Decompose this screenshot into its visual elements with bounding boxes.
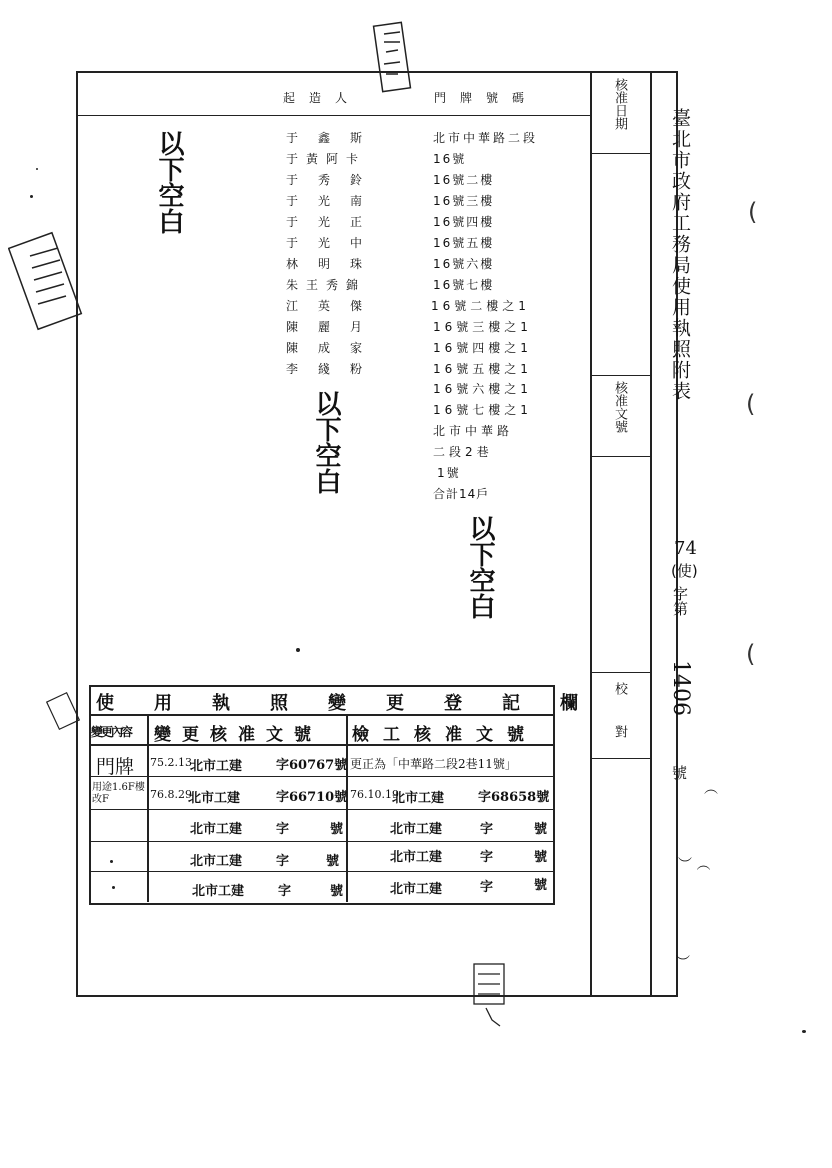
register-row-inspection-org: 北市工建 <box>390 850 443 865</box>
frame-left <box>76 71 78 997</box>
bracket-mark-1: ︵ <box>704 781 718 797</box>
builder-name: 于秀鈴 <box>286 173 383 187</box>
verify-label: 校對 <box>612 682 627 768</box>
speck <box>296 648 300 652</box>
register-row-approval-no: 字60767號 <box>276 758 348 773</box>
builder-name: 江英傑 <box>286 299 383 313</box>
seal-stamp-mid-left <box>46 688 86 738</box>
register-col-line-2 <box>346 716 348 902</box>
speck <box>112 886 115 889</box>
address-line: 16號 <box>433 152 467 166</box>
address-line: 16號六樓 <box>433 257 495 271</box>
license-word: 字第 <box>671 586 689 616</box>
register-row-inspection-hao: 號 <box>534 822 548 837</box>
speck <box>36 168 38 170</box>
register-row-approval-word: 字 <box>276 822 290 837</box>
header-line <box>76 115 591 116</box>
address-line: 北市中華路 <box>433 424 514 438</box>
binder-hole-3: ( <box>746 640 756 668</box>
register-row-line-2 <box>89 809 553 810</box>
blank-note-left: 以下空白 <box>154 130 184 234</box>
address-line: 16號三樓 <box>433 194 495 208</box>
builder-name: 朱王秀錦 <box>286 278 367 292</box>
builder-name: 于光正 <box>286 215 383 229</box>
seal-stamp-bottom <box>466 960 516 1040</box>
panel-line-1 <box>590 153 651 154</box>
divider-panel <box>650 71 652 997</box>
register-row-approval-org: 北市工建 <box>192 884 245 899</box>
blank-note-middle: 以下空白 <box>311 390 341 494</box>
builder-name: 林明珠 <box>286 257 383 271</box>
register-row-approval-hao: 號 <box>330 884 344 899</box>
register-row-approval-org: 北市工建 <box>190 822 243 837</box>
register-col-approval: 變更核准文號 <box>154 725 322 745</box>
address-line: 北市中華路二段 <box>433 131 539 145</box>
address-line: 16號四樓 <box>433 215 495 229</box>
binder-hole-1: ( <box>748 198 758 226</box>
register-col-line-1 <box>147 716 149 902</box>
panel-line-3 <box>590 456 651 457</box>
register-row-approval-org: 北市工建 <box>190 759 243 774</box>
license-year: 74 <box>674 538 697 559</box>
speck <box>802 1030 806 1033</box>
register-row-inspection-org: 北市工建 <box>390 822 443 837</box>
register-row-inspection-org: 北市工建 <box>392 791 445 806</box>
blank-note-right: 以下空白 <box>465 515 495 619</box>
address-line: 合計14戶 <box>433 487 490 501</box>
builder-name: 陳成家 <box>286 341 383 355</box>
address-line: 1號 <box>437 466 461 480</box>
address-line: 16號七樓之1 <box>433 403 532 417</box>
register-col-content: 變更內容 <box>91 725 132 739</box>
speck <box>30 195 33 198</box>
register-row-inspection-hao: 號 <box>534 850 548 865</box>
bracket-mark-2: ︶ ︵ <box>678 857 711 873</box>
register-row-approval-hao: 號 <box>330 822 344 837</box>
address-line: 16號五樓 <box>433 236 495 250</box>
register-row-inspection-org: 北市工建 <box>390 882 443 897</box>
address-line: 16號二樓 <box>433 173 495 187</box>
register-col-inspection: 檢工核准文號 <box>352 725 538 745</box>
divider-main <box>590 71 592 997</box>
register-row-content: 門牌 <box>96 756 135 778</box>
panel-line-2 <box>590 375 651 376</box>
builder-name: 于光南 <box>286 194 383 208</box>
address-line: 16號二樓之1 <box>431 299 530 313</box>
speck <box>110 860 113 863</box>
seal-stamp-top <box>368 12 418 102</box>
builder-header: 起造人 <box>283 91 362 105</box>
register-row-inspection-hao: 號 <box>534 878 548 893</box>
builder-name: 陳麗月 <box>286 320 383 334</box>
page-title: 臺北市政府工務局使用執照附表 <box>669 108 691 402</box>
license-suffix: 號 <box>672 764 688 782</box>
register-row-approval-hao: 號 <box>326 854 340 869</box>
address-line: 16號四樓之1 <box>433 341 532 355</box>
register-row-inspection-word: 字 <box>480 880 494 895</box>
panel-line-4 <box>590 672 651 673</box>
register-row-inspection: 更正為「中華路二段2巷11號」 <box>350 757 517 771</box>
builder-name: 于鑫斯 <box>286 131 383 145</box>
approval-date-label: 核准日期 <box>612 78 627 130</box>
address-line: 16號五樓之1 <box>433 362 532 376</box>
register-row-approval-date: 76.8.29 <box>150 788 192 801</box>
address-line: 16號七樓 <box>433 278 495 292</box>
frame-bottom <box>76 995 678 997</box>
register-row-approval-org: 北市工建 <box>190 854 243 869</box>
builder-name: 于光中 <box>286 236 383 250</box>
register-row-line-3 <box>89 841 553 842</box>
address-header: 門牌號碼 <box>434 91 539 105</box>
register-row-approval-word: 字 <box>278 884 292 899</box>
approval-doc-label: 核准文號 <box>612 381 627 433</box>
register-row-approval-no: 字66710號 <box>276 790 348 805</box>
register-row-inspection-date: 76.10.19 <box>350 788 399 801</box>
register-row-inspection-word: 字 <box>480 850 494 865</box>
address-line: 16號六樓之1 <box>433 382 532 396</box>
register-title: 使用執照變更登記欄 <box>96 693 618 714</box>
license-type: (使) <box>671 562 698 580</box>
register-row-line-4 <box>89 871 553 872</box>
binder-hole-2: ( <box>746 390 756 418</box>
register-row-approval-word: 字 <box>276 854 290 869</box>
license-number: 1406 <box>668 660 693 716</box>
seal-stamp-left <box>8 228 88 338</box>
register-row-content: 用途1.6F樓改F <box>92 782 145 805</box>
builder-name: 于黃阿卡 <box>286 152 367 166</box>
register-row-approval-date: 75.2.13 <box>150 756 192 769</box>
register-row-approval-org: 北市工建 <box>188 791 241 806</box>
register-row-line-1 <box>89 776 553 777</box>
address-line: 二段2巷 <box>433 445 493 459</box>
register-row-inspection-word: 字 <box>480 822 494 837</box>
builder-name: 李綫粉 <box>286 362 383 376</box>
address-line: 16號三樓之1 <box>433 320 532 334</box>
register-row-inspection-no: 字68658號 <box>478 790 550 805</box>
bracket-mark-3: ︶ <box>676 955 690 971</box>
